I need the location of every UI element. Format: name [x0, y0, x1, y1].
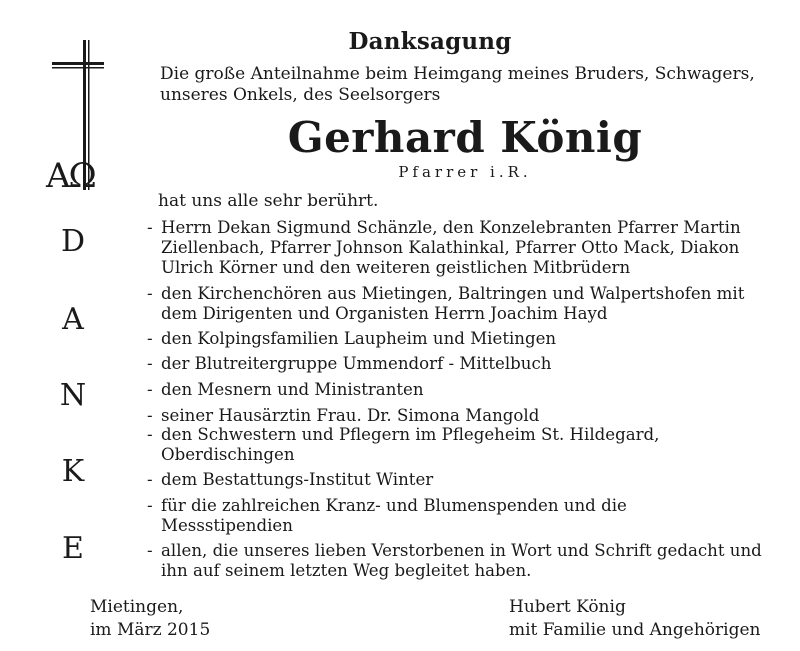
intro-line-1: Die große Anteilnahme beim Heimgang meines Bruders, Schwagers,	[160, 64, 755, 84]
danke-letter-e: E	[62, 531, 84, 566]
page-title: Danksagung	[348, 28, 512, 55]
intro-line-2: unseres Onkels, des Seelsorgers	[160, 85, 441, 105]
danke-letter-k: K	[61, 454, 85, 489]
deceased-title: Pfarrer i.R.	[398, 163, 532, 181]
danke-letter-d: D	[60, 224, 86, 259]
footer-date: im März 2015	[90, 620, 211, 640]
footer-place: Mietingen,	[90, 597, 184, 617]
danke-letter-a: A	[62, 302, 84, 337]
footer-signer: Hubert König	[509, 597, 626, 617]
danke-letter-n: N	[59, 378, 87, 413]
lead-text: hat uns alle sehr berührt.	[158, 191, 379, 211]
deceased-name: Gerhard König	[287, 113, 643, 162]
footer-family: mit Familie und Angehörigen	[509, 620, 761, 640]
alpha-omega-symbol: AΩ	[46, 156, 95, 196]
